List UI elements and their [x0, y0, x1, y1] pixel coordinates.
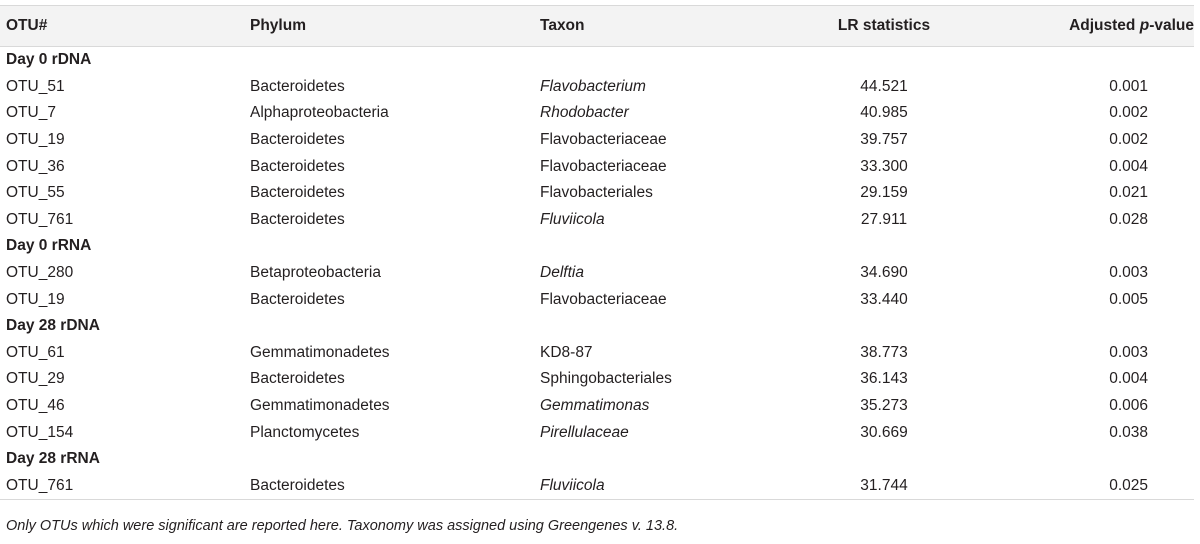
cell-adjusted-p-value: 0.005: [1109, 290, 1148, 308]
cell-phylum: Bacteroidetes: [250, 157, 345, 175]
table-row: [0, 340, 1194, 367]
table-body: [0, 47, 1194, 500]
cell-phylum: Planctomycetes: [250, 423, 360, 441]
cell-taxon: Flavobacteriaceae: [540, 290, 667, 308]
group-label: Day 28 rRNA: [6, 450, 100, 468]
cell-phylum: Bacteroidetes: [250, 290, 345, 308]
cell-phylum: Betaproteobacteria: [250, 264, 381, 282]
table-row: [0, 153, 1194, 180]
cell-phylum: Bacteroidetes: [250, 184, 345, 202]
cell-otu: OTU_761: [0, 473, 244, 500]
cell-phylum: Bacteroidetes: [250, 131, 345, 149]
header-lr-statistics: LR statistics: [784, 6, 984, 47]
cell-taxon: Delftia: [540, 264, 584, 282]
header-taxon: Taxon: [534, 6, 784, 47]
cell-otu: OTU_19: [6, 290, 65, 308]
cell-otu: OTU_46: [6, 397, 65, 415]
cell-adjusted-p-value: 0.002: [1109, 104, 1148, 122]
cell-taxon: Flavobacterium: [540, 77, 646, 95]
cell-taxon: Pirellulaceae: [540, 423, 629, 441]
cell-adjusted-p-value: 0.003: [1109, 264, 1148, 282]
table-row: [0, 473, 1194, 500]
cell-phylum: Bacteroidetes: [250, 77, 345, 95]
cell-adjusted-p-value: 0.028: [1109, 210, 1148, 228]
table-row: [0, 207, 1194, 234]
cell-lr-statistics: 36.143: [860, 370, 908, 388]
cell-otu: OTU_61: [6, 343, 65, 361]
cell-adjusted-p-value: 0.038: [1109, 423, 1148, 441]
cell-phylum: Bacteroidetes: [250, 210, 345, 228]
cell-adjusted-p-value: 0.002: [1109, 131, 1148, 149]
cell-otu: OTU_7: [6, 104, 56, 122]
cell-phylum: Alphaproteobacteria: [250, 104, 389, 122]
group-row: [0, 47, 1194, 74]
cell-otu: OTU_280: [6, 264, 74, 282]
cell-lr-statistics: 30.669: [860, 423, 908, 441]
cell-lr-statistics: 38.773: [860, 343, 908, 361]
cell-adjusted-p-value: 0.025: [984, 473, 1194, 500]
cell-phylum: Gemmatimonadetes: [250, 343, 390, 361]
cell-lr-statistics: 31.744: [784, 473, 984, 500]
table-row: [0, 180, 1194, 207]
group-row: [0, 313, 1194, 340]
cell-adjusted-p-value: 0.021: [1109, 184, 1148, 202]
cell-taxon: Gemmatimonas: [540, 397, 650, 415]
cell-lr-statistics: 34.690: [860, 264, 908, 282]
header-pval-prefix: Adjusted: [1069, 17, 1140, 34]
cell-otu: OTU_154: [6, 423, 74, 441]
cell-taxon: Flavobacteriaceae: [540, 157, 667, 175]
table-row: [0, 419, 1194, 446]
cell-otu: OTU_29: [6, 370, 65, 388]
cell-adjusted-p-value: 0.006: [1109, 397, 1148, 415]
table-footnote: Only OTUs which were significant are reported here. Taxonomy was assigned using Greengenes v. 13.8.: [6, 518, 679, 534]
group-label: Day 28 rDNA: [6, 317, 100, 335]
cell-lr-statistics: 33.440: [860, 290, 908, 308]
cell-phylum: Bacteroidetes: [250, 370, 345, 388]
cell-taxon: Flavobacteriales: [540, 184, 653, 202]
cell-adjusted-p-value: 0.004: [1109, 157, 1148, 175]
cell-taxon: Rhodobacter: [540, 104, 629, 122]
table-row: [0, 74, 1194, 101]
header-adjusted-p-value: [984, 6, 1194, 47]
group-row: [0, 233, 1194, 260]
cell-taxon: KD8-87: [540, 343, 593, 361]
cell-taxon: Fluviicola: [534, 473, 784, 500]
header-row: [0, 6, 1194, 47]
header-pval-italic: p: [1139, 17, 1150, 34]
cell-lr-statistics: 27.911: [860, 210, 908, 228]
table-row: [0, 127, 1194, 154]
cell-lr-statistics: 39.757: [860, 131, 908, 149]
cell-lr-statistics: 29.159: [860, 184, 908, 202]
cell-otu: OTU_51: [6, 77, 65, 95]
cell-adjusted-p-value: 0.004: [1109, 370, 1148, 388]
header-pval-suffix: -value: [1149, 17, 1194, 34]
cell-lr-statistics: 33.300: [860, 157, 908, 175]
table-row: [0, 286, 1194, 313]
cell-phylum: Bacteroidetes: [244, 473, 534, 500]
table-row: [0, 100, 1194, 127]
table-row: [0, 393, 1194, 420]
cell-taxon: Flavobacteriaceae: [540, 131, 667, 149]
table-row: [0, 366, 1194, 393]
cell-lr-statistics: 44.521: [860, 77, 908, 95]
group-label: Day 0 rDNA: [6, 51, 92, 69]
cell-otu: OTU_55: [6, 184, 65, 202]
cell-adjusted-p-value: 0.003: [1109, 343, 1148, 361]
cell-taxon: Sphingobacteriales: [540, 370, 672, 388]
cell-lr-statistics: 35.273: [860, 397, 908, 415]
cell-lr-statistics: 40.985: [860, 104, 908, 122]
cell-adjusted-p-value: 0.001: [1109, 77, 1148, 95]
table-header: [0, 6, 1194, 47]
cell-taxon: Fluviicola: [540, 210, 605, 228]
table-row: [0, 260, 1194, 287]
otu-table: [0, 5, 1194, 500]
cell-otu: OTU_19: [6, 131, 65, 149]
cell-phylum: Gemmatimonadetes: [250, 397, 390, 415]
group-label: Day 0 rRNA: [6, 237, 92, 255]
cell-otu: OTU_761: [6, 210, 74, 228]
cell-otu: OTU_36: [6, 157, 65, 175]
header-phylum: Phylum: [244, 6, 534, 47]
group-row: [0, 446, 1194, 473]
header-otu: OTU#: [0, 6, 244, 47]
